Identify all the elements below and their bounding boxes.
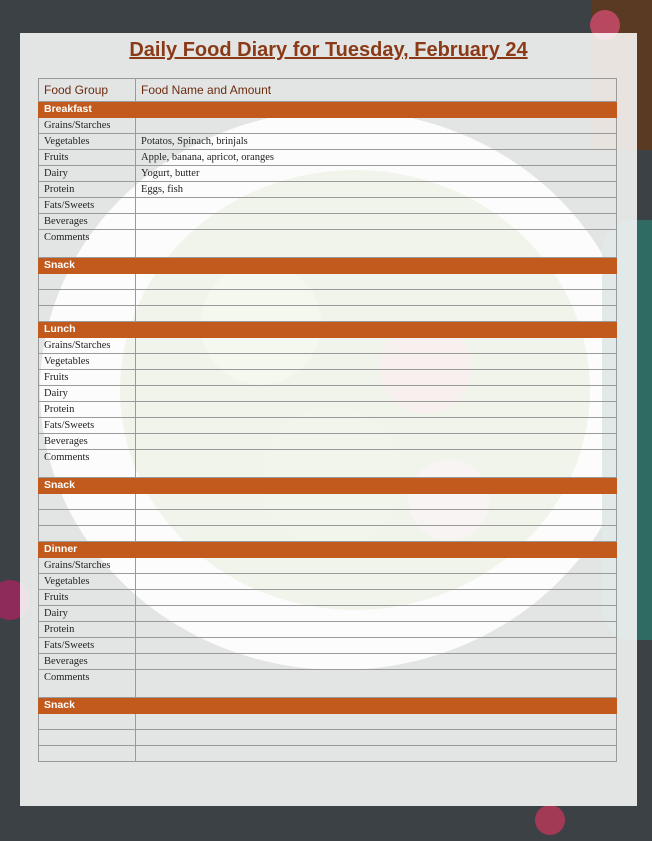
food-entry-cell[interactable]	[136, 434, 617, 450]
food-group-cell: Grains/Starches	[39, 338, 136, 354]
section-header-lunch	[39, 322, 617, 338]
table-row	[39, 290, 617, 306]
food-group-cell: Fruits	[39, 150, 136, 166]
table-row	[39, 526, 617, 542]
section-label: Lunch	[39, 322, 136, 338]
table-row	[39, 434, 617, 450]
table-row	[39, 370, 617, 386]
table-row	[39, 182, 617, 198]
food-group-cell: Dairy	[39, 606, 136, 622]
food-entry-cell[interactable]: Potatos, Spinach, brinjals	[136, 134, 617, 150]
food-group-cell: Beverages	[39, 434, 136, 450]
column-header-food-group: Food Group	[39, 79, 136, 102]
food-group-cell: Comments	[39, 670, 136, 698]
table-row	[39, 230, 617, 258]
food-group-cell: Fats/Sweets	[39, 418, 136, 434]
food-group-cell: Vegetables	[39, 134, 136, 150]
food-entry-cell[interactable]	[136, 638, 617, 654]
food-group-cell: Vegetables	[39, 574, 136, 590]
food-group-cell: Dairy	[39, 386, 136, 402]
food-group-cell: Fats/Sweets	[39, 198, 136, 214]
diary-sheet	[20, 33, 637, 806]
table-row	[39, 654, 617, 670]
section-header-snack	[39, 478, 617, 494]
food-group-cell: Protein	[39, 182, 136, 198]
table-row	[39, 670, 617, 698]
food-group-cell: Beverages	[39, 654, 136, 670]
table-row	[39, 118, 617, 134]
food-entry-cell[interactable]: Eggs, fish	[136, 182, 617, 198]
section-header-breakfast	[39, 102, 617, 118]
comments-entry-cell[interactable]	[136, 670, 617, 698]
section-header-snack	[39, 258, 617, 274]
food-entry-cell[interactable]	[136, 118, 617, 134]
food-group-cell: Dairy	[39, 166, 136, 182]
food-group-cell: Fruits	[39, 590, 136, 606]
food-entry-cell[interactable]	[136, 606, 617, 622]
table-row	[39, 730, 617, 746]
table-row	[39, 354, 617, 370]
food-entry-cell[interactable]	[136, 558, 617, 574]
table-row	[39, 606, 617, 622]
food-entry-cell[interactable]	[136, 370, 617, 386]
section-header-snack	[39, 698, 617, 714]
column-header-food-name: Food Name and Amount	[136, 79, 617, 102]
table-row	[39, 494, 617, 510]
section-label: Snack	[39, 258, 136, 274]
table-row	[39, 214, 617, 230]
table-row	[39, 558, 617, 574]
food-entry-cell[interactable]	[136, 198, 617, 214]
flower-image	[535, 805, 565, 835]
table-row	[39, 418, 617, 434]
food-entry-cell[interactable]: Apple, banana, apricot, oranges	[136, 150, 617, 166]
page-title: Daily Food Diary for Tuesday, February 24	[129, 39, 528, 61]
food-diary-table	[38, 78, 617, 762]
comments-entry-cell[interactable]	[136, 230, 617, 258]
section-label: Snack	[39, 698, 136, 714]
table-row	[39, 386, 617, 402]
food-entry-cell[interactable]	[136, 402, 617, 418]
food-entry-cell[interactable]	[136, 590, 617, 606]
food-entry-cell[interactable]	[136, 574, 617, 590]
food-group-cell: Comments	[39, 450, 136, 478]
food-group-cell: Beverages	[39, 214, 136, 230]
food-entry-cell[interactable]	[136, 654, 617, 670]
table-row	[39, 638, 617, 654]
food-entry-cell[interactable]	[136, 338, 617, 354]
table-row	[39, 134, 617, 150]
food-entry-cell[interactable]: Yogurt, butter	[136, 166, 617, 182]
food-group-cell: Vegetables	[39, 354, 136, 370]
food-group-cell: Protein	[39, 622, 136, 638]
section-label: Snack	[39, 478, 136, 494]
food-group-cell: Grains/Starches	[39, 118, 136, 134]
table-row	[39, 166, 617, 182]
food-entry-cell[interactable]	[136, 622, 617, 638]
table-row	[39, 402, 617, 418]
table-row	[39, 274, 617, 290]
food-group-cell: Protein	[39, 402, 136, 418]
food-group-cell: Comments	[39, 230, 136, 258]
food-group-cell: Fruits	[39, 370, 136, 386]
table-row	[39, 450, 617, 478]
table-row	[39, 198, 617, 214]
food-entry-cell[interactable]	[136, 386, 617, 402]
table-row	[39, 338, 617, 354]
food-entry-cell[interactable]	[136, 418, 617, 434]
food-entry-cell[interactable]	[136, 354, 617, 370]
table-row	[39, 714, 617, 730]
table-row	[39, 622, 617, 638]
table-row	[39, 590, 617, 606]
food-group-cell: Fats/Sweets	[39, 638, 136, 654]
food-group-cell: Grains/Starches	[39, 558, 136, 574]
table-row	[39, 150, 617, 166]
table-row	[39, 574, 617, 590]
section-header-dinner	[39, 542, 617, 558]
table-row	[39, 306, 617, 322]
comments-entry-cell[interactable]	[136, 450, 617, 478]
section-label: Dinner	[39, 542, 136, 558]
table-row	[39, 746, 617, 762]
header-row	[39, 79, 617, 102]
food-entry-cell[interactable]	[136, 214, 617, 230]
section-label: Breakfast	[39, 102, 136, 118]
table-row	[39, 510, 617, 526]
